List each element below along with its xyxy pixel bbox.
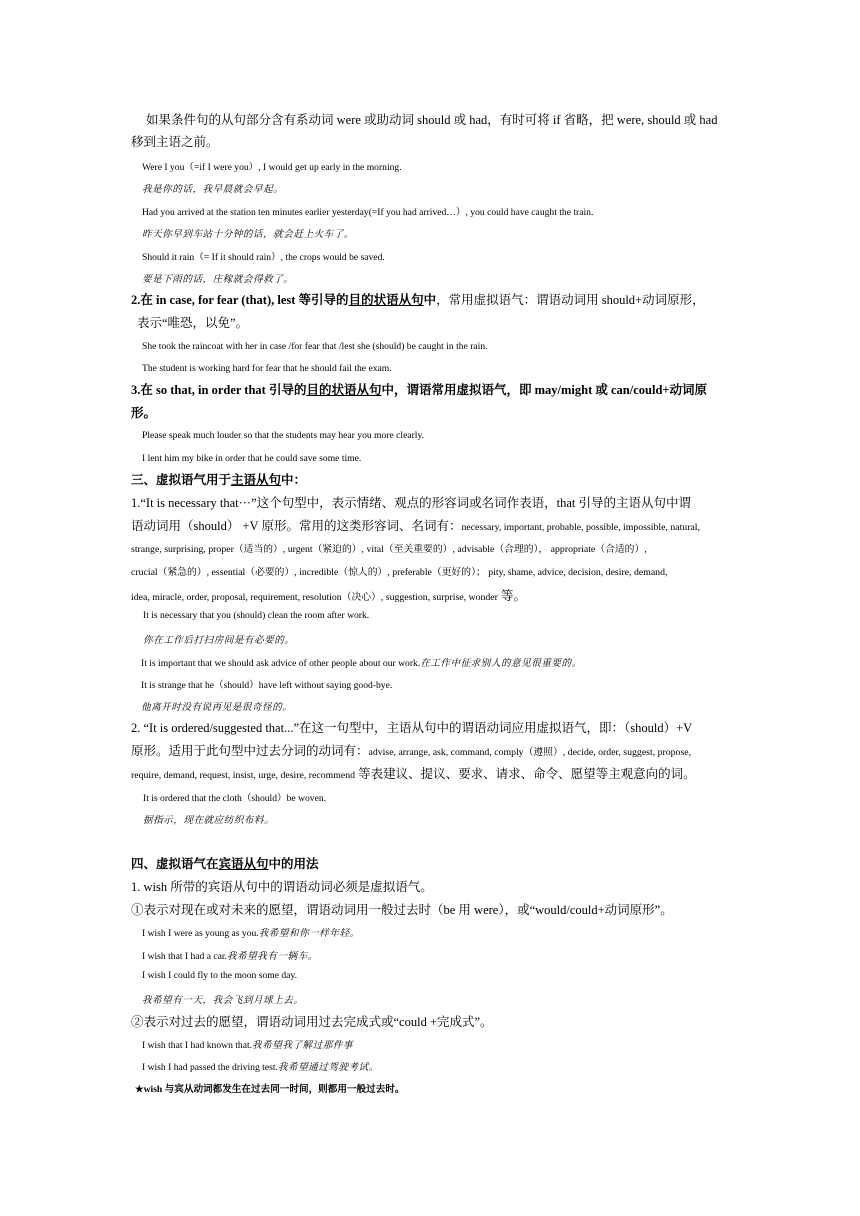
intro-line-2: 移到主语之前。 [131, 135, 219, 149]
example-en: I wish I were as young as you. [142, 928, 259, 939]
purpose-so-that-line-2: 形。 [131, 406, 157, 420]
heading-bold: 2.在 in case, for fear (that), lest 等引导的 [131, 293, 349, 307]
text-run: advise, arrange, ask, command, comply（遵照）, decide, order, suggest, propose, [368, 747, 692, 758]
text-run: idea, miracle, order, proposal, requirement, resolution（决心）, suggestion, surprise, wonder [131, 592, 498, 603]
example-en: It is important that we should ask advice of other people about our work. [141, 658, 421, 669]
text-run: 语动词用（should） +V 原形。常用的这类形容词、名词有： [131, 519, 462, 533]
section-3-p2-line-2 [131, 741, 691, 759]
section-3-p1-line-3: strange, surprising, proper（适当的）, urgent（紧迫的）, vital（至关重要的）, advisable（合理的）， appropriate（合适的）, [131, 544, 647, 555]
example-line [142, 1059, 379, 1073]
section-4-p3: ②表示对过去的愿望，谓语动词用过去完成式或“could +完成式”。 [131, 1015, 493, 1029]
example-cn: 我希望我有一辆车。 [226, 951, 318, 962]
text-run: require, demand, request, insist, urge, desire, recommend [131, 770, 355, 781]
section-3-p1-line-5 [131, 586, 526, 604]
section-4-p2: ①表示对现在或对未来的愿望，谓语动词用一般过去时（be 用 were），或“would/could+动词原形”。 [131, 903, 673, 917]
heading-bold: 中 [423, 293, 437, 307]
heading-underlined: 目的状语从句 [348, 293, 424, 307]
heading-bold: 三、虚拟语气用于 [131, 473, 232, 487]
note-star-line: ★wish 与宾从动词都发生在过去同一时间，则都用一般过去时。 [135, 1084, 405, 1095]
example-cn: 我希望和你一样年轻。 [258, 928, 360, 939]
example-cn: 昨天你早到车站十分钟的话，就会赶上火车了。 [142, 229, 354, 240]
section-3-p1-line-1: 1.“It is necessary that···”这个句型中，表示情绪、观点的形容词或名词作表语，that 引导的主语从句中谓 [131, 496, 692, 510]
heading-bold: 中，谓语常用虚拟语气，即 may/might 或 can/could+动词原 [381, 383, 708, 397]
section-3-p2-line-1: 2. “It is ordered/suggested that...”在这一句型中，主语从句中的谓语动词应用虚拟语气，即：（should）+V [131, 721, 693, 735]
example-en: I wish that I had a car. [142, 951, 227, 962]
example-cn: 我希望通过驾驶考试。 [277, 1062, 379, 1073]
intro-line-1: 如果条件句的从句部分含有系动词 were 或助动词 should 或 had，有时可将 if 省略，把 were, should 或 had [146, 113, 718, 127]
section-3-p1-line-4: crucial（紧急的）, essential（必要的）, incredible（惊人的）, preferable（更好的）； pity, shame, advice, decision, desire, demand, [131, 567, 668, 578]
example-en: It is strange that he（should）have left without saying good-bye. [141, 680, 393, 691]
example-cn: 要是下雨的话，庄稼就会得救了。 [142, 274, 294, 285]
heading-bold: 3.在 so that, in order that 引导的 [131, 383, 307, 397]
example-cn: 他离开时没有说再见是很奇怪的。 [141, 702, 293, 713]
heading-bold: 中的用法 [268, 857, 319, 871]
purpose-in-case-line-2: 表示“唯恐，以免”。 [137, 316, 249, 330]
example-en: I wish I could fly to the moon some day. [142, 970, 297, 981]
section-4-heading [131, 854, 319, 872]
example-en: Please speak much louder so that the students may hear you more clearly. [142, 430, 425, 441]
example-en: I wish I had passed the driving test. [142, 1062, 278, 1073]
example-cn: 你在工作后打扫房间是有必要的。 [143, 635, 295, 646]
example-en: The student is working hard for fear that he should fail the exam. [142, 363, 392, 374]
example-en: She took the raincoat with her in case /for fear that /lest she (should) be caught in the rain. [142, 341, 488, 352]
example-cn: 据指示，现在就应纺织布料。 [143, 815, 275, 826]
heading-rest: ，常用虚拟语气：谓语动词用 should+动词原形， [436, 293, 705, 307]
example-line [141, 655, 582, 669]
example-line [142, 925, 360, 939]
heading-underlined: 宾语从句 [218, 857, 269, 871]
example-en: I lent him my bike in order that he could save some time. [142, 453, 362, 464]
example-en: It is necessary that you (should) clean the room after work. [143, 610, 370, 621]
heading-underlined: 目的状语从句 [306, 383, 382, 397]
heading-bold: 四、虚拟语气在 [131, 857, 219, 871]
purpose-in-case-heading [131, 290, 705, 308]
section-3-p1-line-2 [131, 516, 700, 534]
example-en: It is ordered that the cloth（should）be woven. [143, 793, 327, 804]
example-en: Should it rain（= If it should rain）, the crops would be saved. [142, 252, 385, 263]
section-4-p1: 1. wish 所带的宾语从句中的谓语动词必须是虚拟语气。 [131, 880, 433, 894]
section-3-p2-line-3 [131, 764, 696, 782]
example-cn: 我是你的话，我早晨就会早起。 [142, 184, 284, 195]
example-cn: 在工作中征求别人的意见很重要的。 [420, 658, 582, 669]
example-en: Were I you（=if I were you）, I would get up early in the morning. [142, 162, 402, 173]
text-run: necessary, important, probable, possible, impossible, natural, [461, 522, 700, 533]
example-cn: 我希望我了解过那件事 [252, 1040, 353, 1051]
heading-underlined: 主语从句 [231, 473, 282, 487]
example-en: Had you arrived at the station ten minutes earlier yesterday(=If you had arrived…）, you could have caught the train. [142, 207, 594, 218]
purpose-so-that-heading [131, 380, 707, 398]
text-run: 等表建议、提议、要求、请求、命令、愿望等主观意向的词。 [355, 767, 696, 781]
example-line [142, 948, 318, 962]
section-3-heading [131, 470, 306, 488]
text-run: 等。 [497, 589, 527, 603]
example-line [142, 1037, 353, 1051]
text-run: 原形。适用于此句型中过去分词的动词有： [131, 744, 369, 758]
example-cn: 我希望有一天，我会飞到月球上去。 [142, 995, 304, 1006]
heading-bold: 中： [281, 473, 307, 487]
example-en: I wish that I had known that. [142, 1040, 253, 1051]
